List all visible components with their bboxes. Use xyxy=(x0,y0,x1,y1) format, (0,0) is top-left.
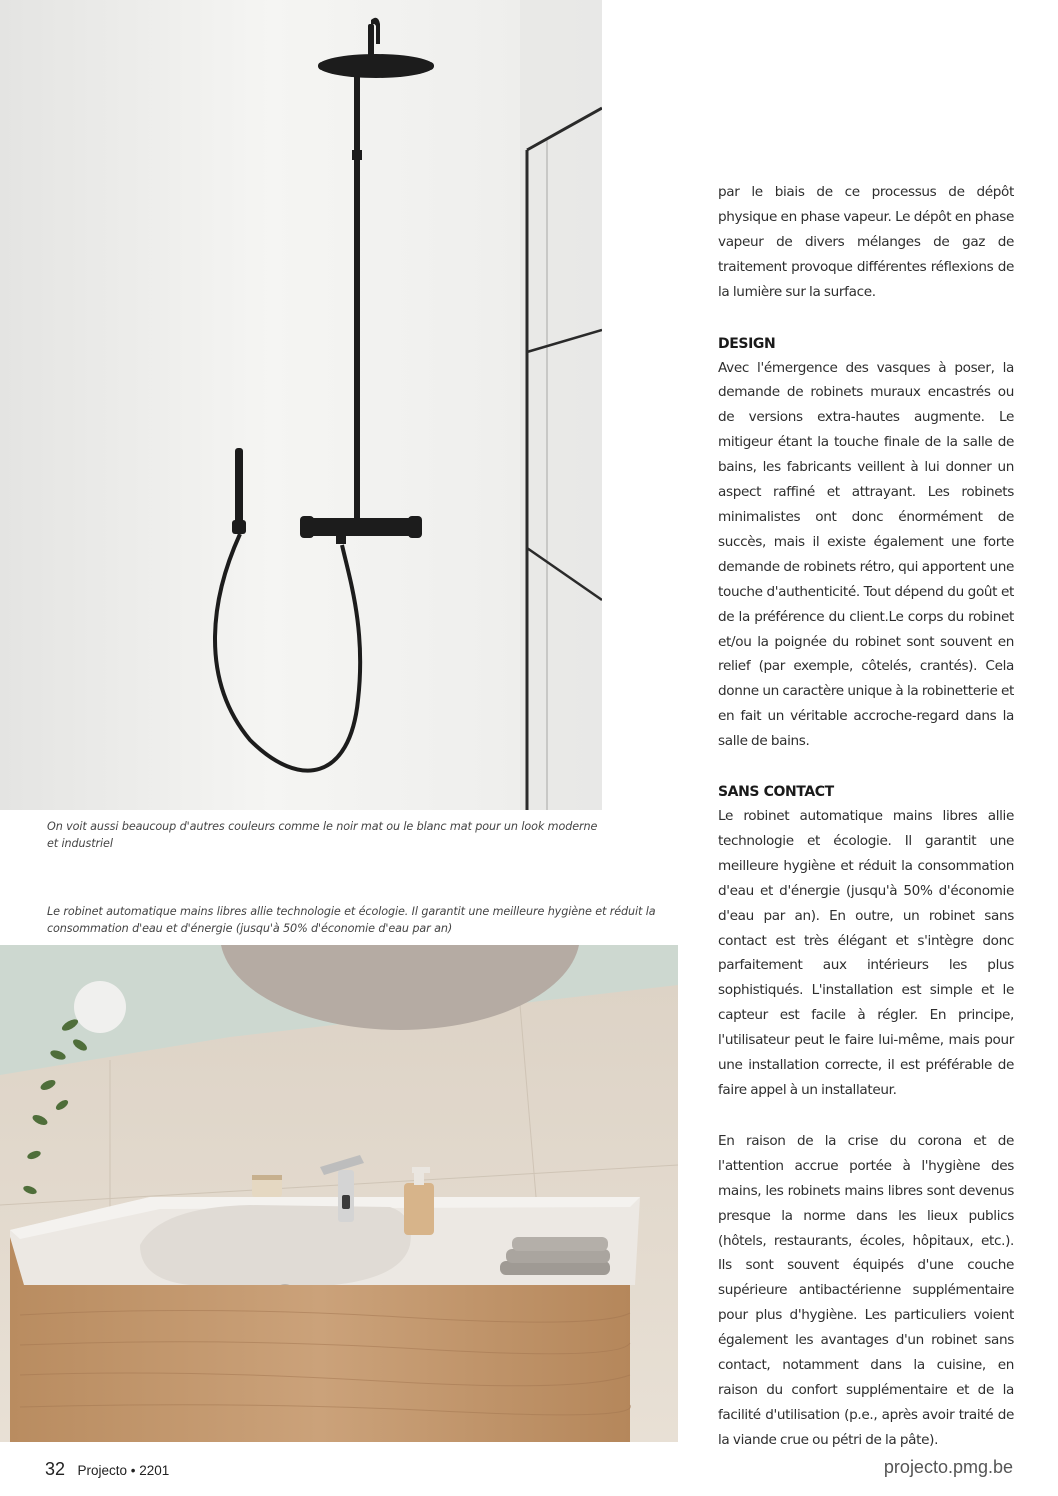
plant-pot xyxy=(74,981,126,1033)
shower-illustration xyxy=(0,0,602,810)
website-link[interactable]: projecto.pmg.be xyxy=(883,1457,1013,1477)
folded-towels xyxy=(500,1237,610,1275)
page-footer xyxy=(45,1459,169,1480)
vanity-illustration xyxy=(0,945,678,1442)
sans-contact-paragraph: Le robinet automatique mains libres allie technologie et écologie. Il garantit une meilleure hygiène et réduit la consommation d'eau et d'énergie (jusqu'à 50% d'économie d'eau par an). En outre, un robinet sans contact est très élégant et s'intègre donc parfaitement aux intérieurs les plus sophistiqués. L'installation est simple et le capteur est facile à régler. En principe, l'utilisateur peut le faire lui-même, mais pour une installation correcte, il est préférable de faire appel à un installateur. xyxy=(718,808,1014,1098)
riser-pipe xyxy=(354,72,360,522)
corona-paragraph: En raison de la crise du corona et de l'attention accrue portée à l'hygiène des mains, les robinets mains libres sont devenus presque la norme dans les lieux publics (hôtels, restaurants, écoles, hôpitaux, etc.). Ils sont souvent équipés d'une couche supérieure antibactérienne supplémentaire pour plus d'hygiène. Les particuliers voient également les avantages d'un robinet sans contact, notamment dans la cuisine, en raison du confort supplémentaire et de la facilité d'utilisation (p.e., après avoir traité de la viande crue ou pétri de la pâte). xyxy=(718,1132,1014,1448)
faucet-caption: Le robinet automatique mains libres allie technologie et écologie. Il garantit une meilleure hygiène et réduit la consommation d'eau et d'énergie (jusqu'à 50% d'économie d'eau par an) xyxy=(47,905,656,935)
publication-label: Projecto • 2201 xyxy=(77,1463,170,1478)
design-heading: DESIGN xyxy=(718,335,776,352)
shower-caption: On voit aussi beaucoup d'autres couleurs comme le noir mat ou le blanc mat pour un look moderne et industriel xyxy=(47,820,598,850)
article-column xyxy=(718,180,1014,1453)
shower-photo xyxy=(0,0,602,810)
design-paragraph: Avec l'émergence des vasques à poser, la demande de robinets muraux encastrés ou de versions extra-hautes augmente. Le mitigeur étant la touche finale de la salle de bains, les fabricants veillent à lui donner un aspect raffiné et attrayant. Les robinets minimalistes ont donc énormément de succès, mais il existe également une forte demande de robinets rétro, qui apportent une touche d'authenticité. Tout dépend du goût et de la préférence du client.Le corps du robinet et/ou la poignée du robinet sont souvent en relief (par exemple, côtelés, crantés). Cela donne un caractère unique à la robinetterie et en fait un véritable accroche-regard dans la salle de bains. xyxy=(718,359,1014,750)
vanity-photo xyxy=(0,945,678,1442)
article-intro-paragraph: par le biais de ce processus de dépôt physique en phase vapeur. Le dépôt en phase vapeur de divers mélanges de gaz de traitement provoque différentes réflexions de la lumière sur la surface. xyxy=(718,184,1014,300)
candle-jar xyxy=(252,1175,282,1197)
sans-contact-heading: SANS CONTACT xyxy=(718,784,834,801)
page-number: 32 xyxy=(45,1459,66,1479)
basin xyxy=(140,1205,411,1287)
